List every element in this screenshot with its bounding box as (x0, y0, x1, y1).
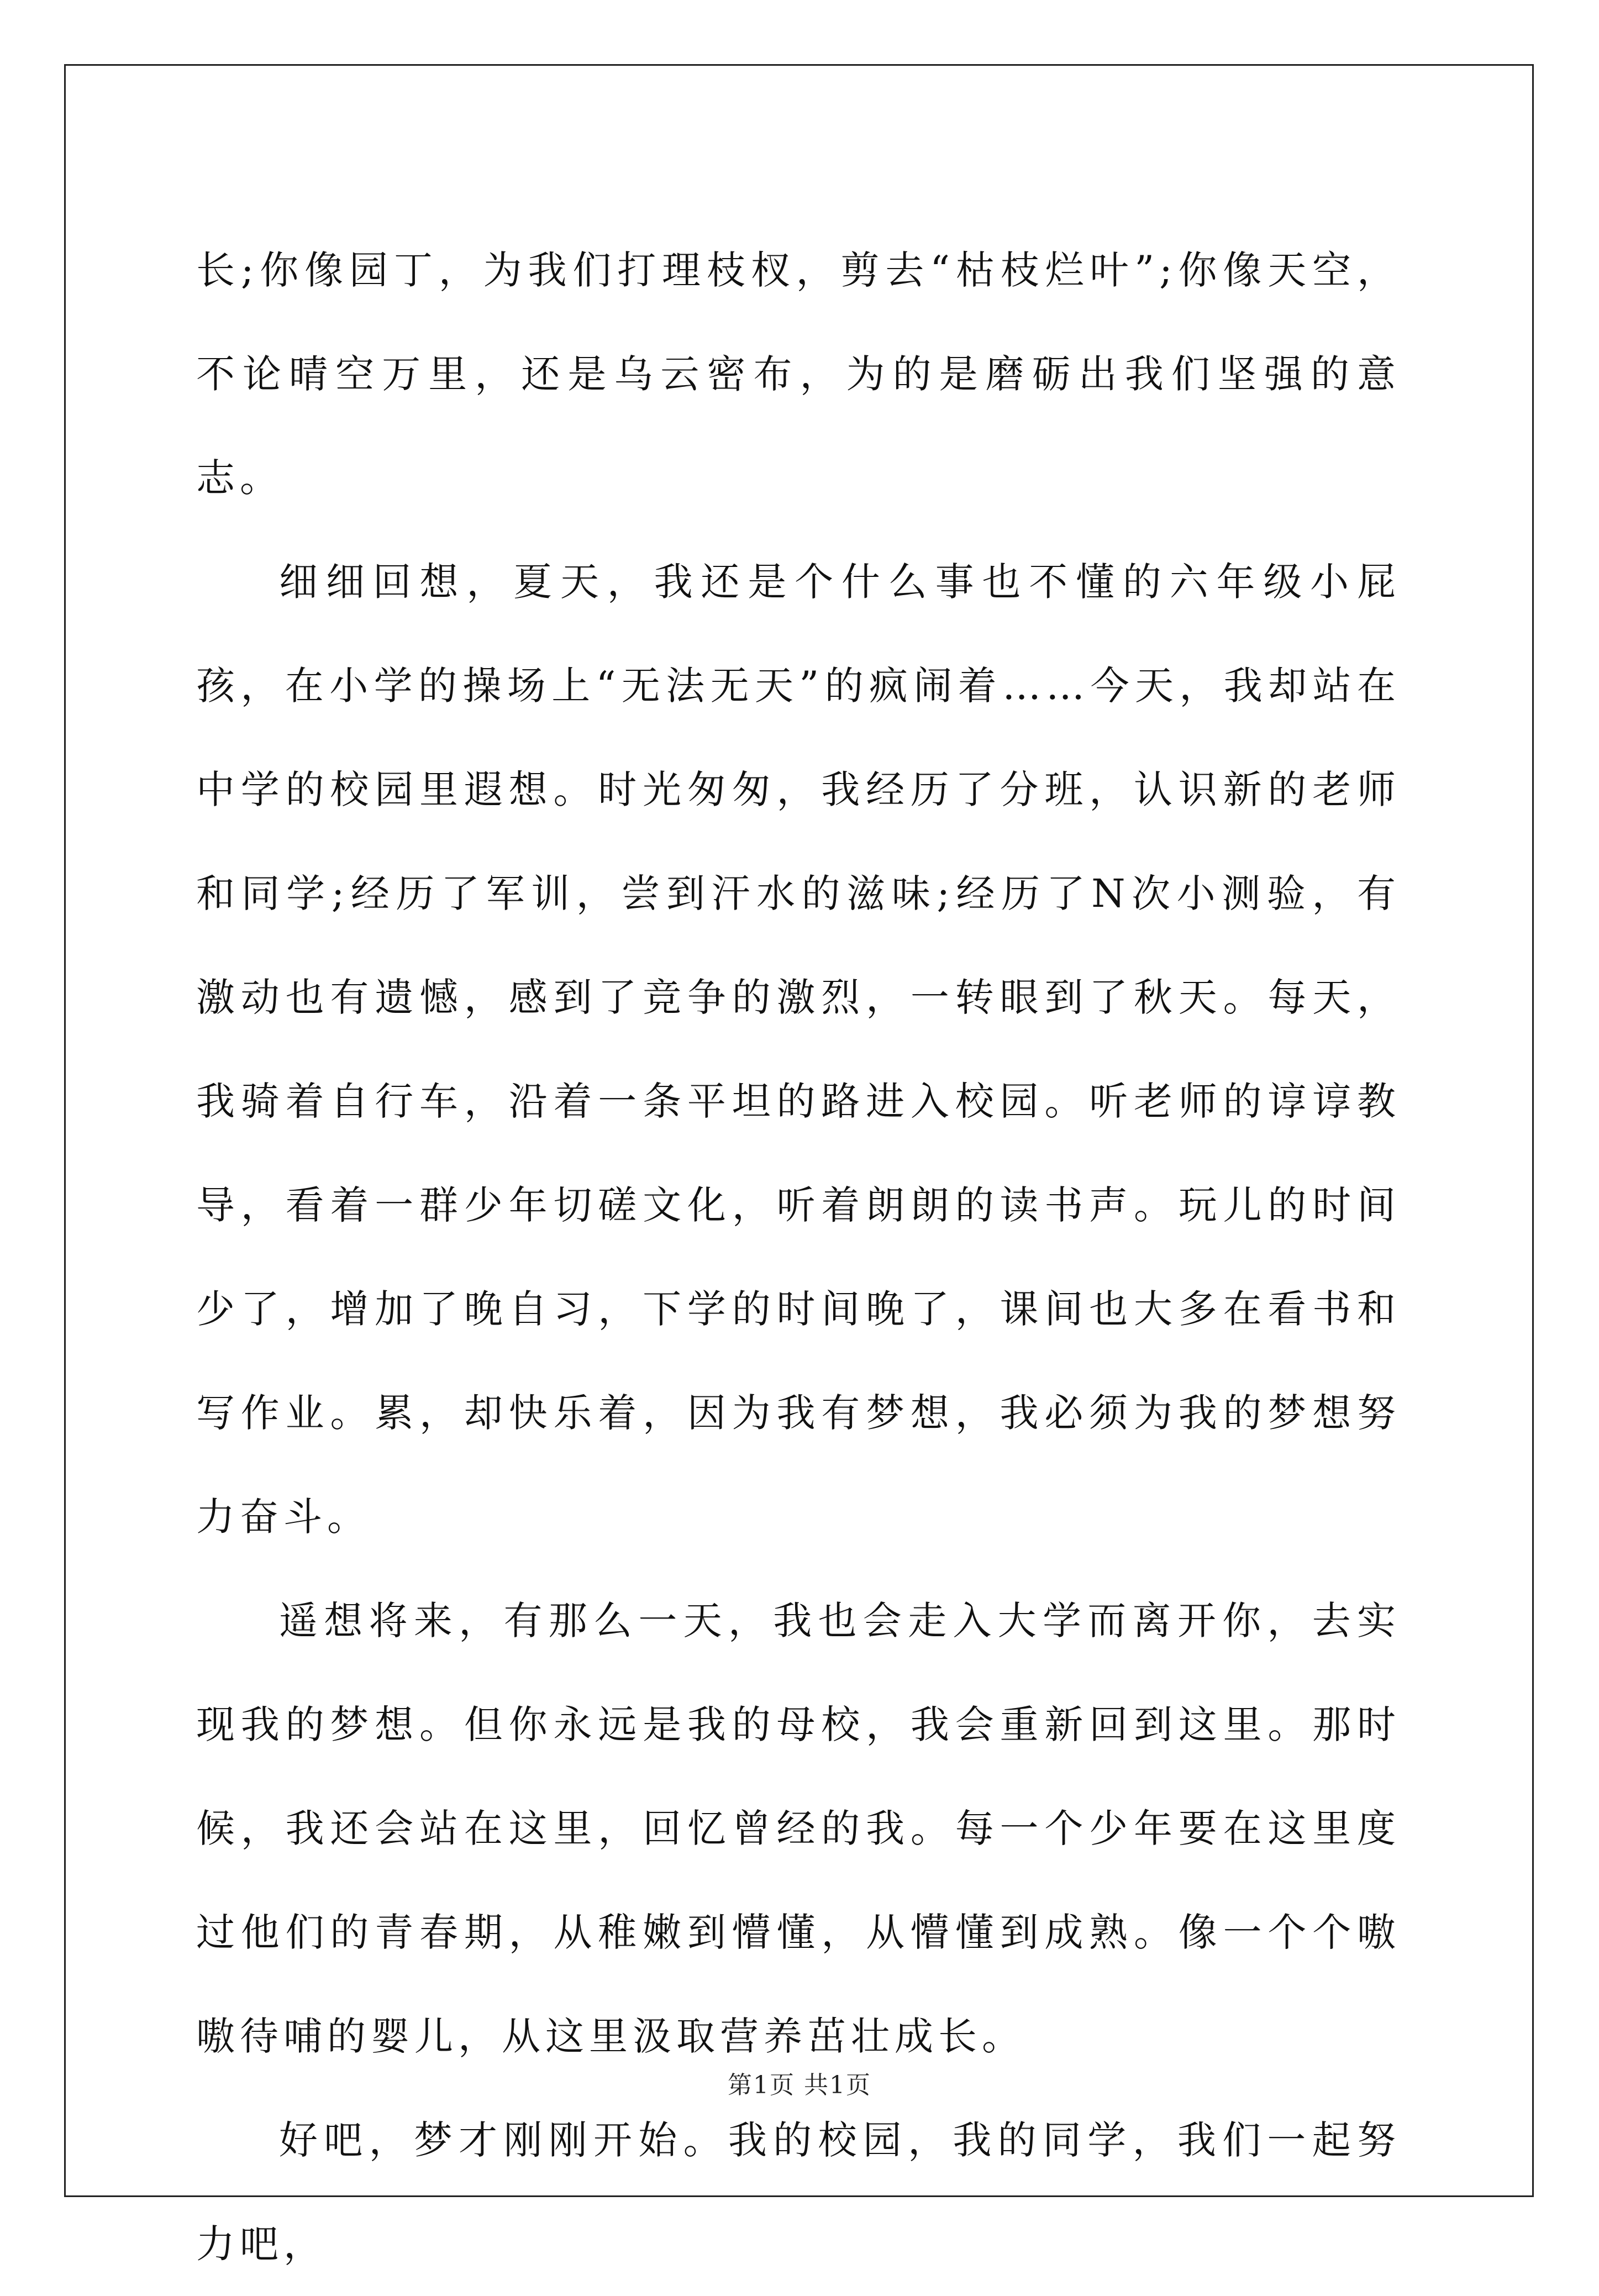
document-body (196, 218, 1401, 2296)
page-number-footer: 第1页 共1页 (728, 2071, 871, 2099)
paragraph-3: 遥想将来，有那么一天，我也会走入大学而离开你，去实现我的梦想。但你永远是我的母校，我会重新回到这里。那时候，我还会站在这里，回忆曾经的我。每一个少年要在这里度过他们的青春期，从稚嫩到懵懂，从懵懂到成熟。像一个个嗷嗷待哺的婴儿，从这里汲取营养茁壮成长。 (196, 1598, 1401, 2059)
paragraph-2: 细细回想，夏天，我还是个什么事也不懂的六年级小屁孩，在小学的操场上“无法无天”的疯闹着……今天，我却站在中学的校园里遐想。时光匆匆，我经历了分班，认识新的老师和同学;经历了军训，尝到汗水的滋味;经历了N次小测验，有激动也有遗憾，感到了竞争的激烈，一转眼到了秋天。每天，我骑着自行车，沿着一条平坦的路进入校园。听老师的谆谆教导，看着一群少年切磋文化，听着朗朗的读书声。玩儿的时间少了，增加了晚自习，下学的时间晚了，课间也大多在看书和写作业。累，却快乐着，因为我有梦想，我必须为我的梦想努力奋斗。 (196, 559, 1401, 1540)
paragraph-1: 长;你像园丁，为我们打理枝杈，剪去“枯枝烂叶”;你像天空，不论晴空万里，还是乌云密布，为的是磨砺出我们坚强的意志。 (196, 248, 1401, 501)
paragraph-4: 好吧，梦才刚刚开始。我的校园，我的同学，我们一起努力吧， (196, 2118, 1401, 2267)
